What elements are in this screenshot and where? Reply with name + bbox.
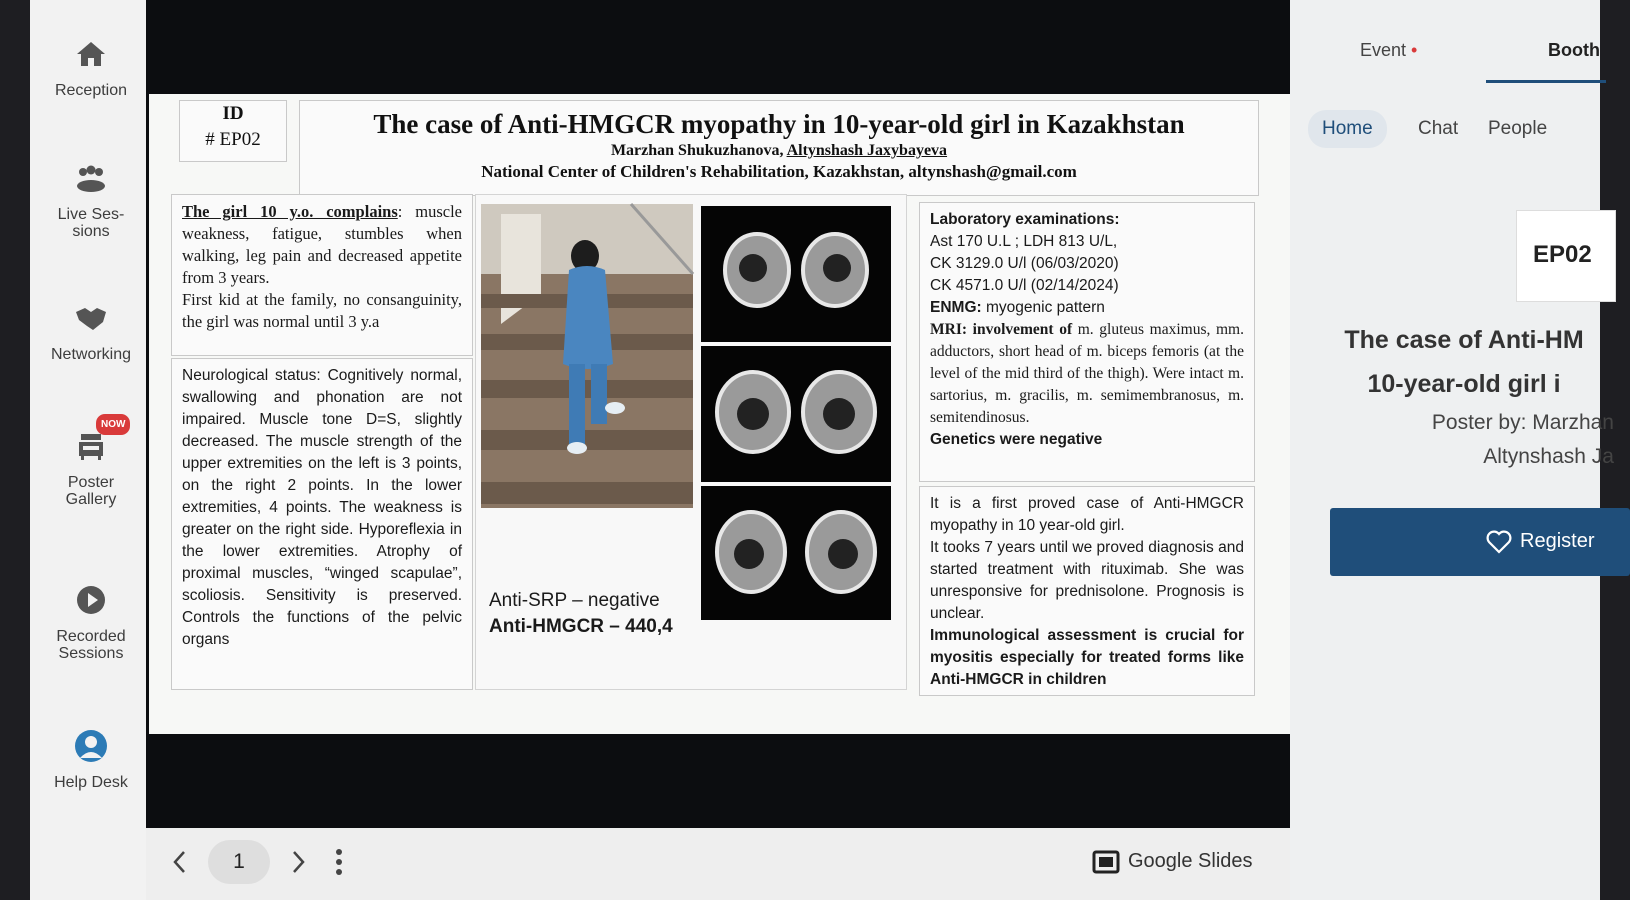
support-agent-icon <box>73 728 109 764</box>
page-number[interactable]: 1 <box>208 840 270 884</box>
nav-poster-gallery[interactable] <box>30 419 152 508</box>
poster-thumbnail[interactable] <box>1516 210 1616 302</box>
conclusion-key-message: Immunological assessment is crucial for myositis especially for treated forms like Anti-HMGCR in children <box>930 627 1244 688</box>
patient-photo <box>481 204 693 508</box>
poster-title-preview <box>1314 318 1614 406</box>
poster-affiliation: National Center of Children's Rehabilitation, Kazakhstan, altynshash@gmail.com <box>481 162 1077 181</box>
complaint-section <box>171 194 473 356</box>
tab-booth[interactable]: Booth <box>1548 40 1600 60</box>
slide-viewer <box>146 0 1290 900</box>
tab-event-label: Event <box>1360 40 1407 60</box>
nav-label: Reception <box>54 82 128 99</box>
left-nav <box>30 0 152 900</box>
tab-event[interactable] <box>1360 40 1417 61</box>
neurological-status-section <box>171 358 473 690</box>
poster-id-box <box>179 100 287 162</box>
anti-srp-result: Anti-SRP – negative <box>489 590 660 611</box>
handshake-icon <box>73 300 109 336</box>
conclusion-line: It tooks 7 years until we proved diagnosis and started treatment with rituximab. She was unresponsive for prednisolone. Prognosis is unclear. <box>930 539 1244 622</box>
nav-label: Poster Gallery <box>65 474 117 508</box>
live-dot: • <box>1406 40 1418 60</box>
slide-controls <box>146 828 1290 900</box>
active-tab-indicator <box>1486 80 1606 83</box>
next-slide-icon[interactable] <box>288 848 308 876</box>
conclusion-line: It is a first proved case of Anti-HMGCR myopathy in 10 year-old girl. <box>930 495 1244 534</box>
nav-networking[interactable] <box>30 300 152 363</box>
author-line: Poster by: Marzhan <box>1431 411 1614 434</box>
conclusion-section <box>919 486 1255 696</box>
now-badge: NOW <box>96 414 130 435</box>
poster-id-label: ID <box>222 103 244 124</box>
tab-people[interactable]: People <box>1488 118 1548 139</box>
complaint-lead: The girl 10 y.o. complains <box>182 202 398 221</box>
nav-live-sessions[interactable] <box>30 160 152 240</box>
play-icon <box>73 582 109 618</box>
live-sessions-icon <box>73 160 109 196</box>
previous-slide-icon[interactable] <box>170 848 190 876</box>
author-line: Altynshash Ja <box>1483 445 1614 468</box>
register-button[interactable] <box>1330 508 1630 576</box>
mri-line <box>930 319 1244 429</box>
poster-header <box>299 100 1259 196</box>
lab-line: Ast 170 U.L ; LDH 813 U/L, <box>930 233 1118 250</box>
mri-images <box>701 206 891 620</box>
author-2: Altynshash Jaxybayeva <box>786 142 948 159</box>
lab-line: CK 3129.0 U/l (06/03/2020) <box>930 255 1119 272</box>
home-icon <box>73 36 109 72</box>
heart-icon <box>1486 530 1512 554</box>
title-line: 10-year-old girl i <box>1367 370 1561 398</box>
nav-label: Live Ses- sions <box>57 206 125 240</box>
nav-reception[interactable] <box>30 36 152 99</box>
card-id: EP02 <box>1533 241 1592 268</box>
google-slides-icon <box>1092 848 1120 876</box>
right-panel <box>1290 0 1614 900</box>
complaint-text: : muscle weakness, fatigue, stumbles when walking, leg pain and decreased appetite from 3 years. <box>182 202 462 287</box>
family-history: First kid at the family, no consanguinity, the girl was normal until 3 y.a <box>182 290 462 331</box>
author-1: Marzhan Shukuzhanova, <box>610 142 787 159</box>
enmg-line <box>930 297 1244 319</box>
poster-authors-preview <box>1314 406 1614 474</box>
anti-hmgcr-result: Anti-HMGCR – 440,4 <box>489 616 673 637</box>
poster-title: The case of Anti-HMGCR myopathy in 10-year-old girl in Kazakhstan <box>373 109 1185 139</box>
nav-recorded-sessions[interactable] <box>30 582 152 662</box>
mri-value: m. gluteus maximus, mm. adductors, short head of m. biceps femoris (at the level of the mid third of the thigh). Were intact m. sartorius, m. gracilis, m. semimembranosus, m. semitendinosus. <box>930 321 1244 426</box>
nav-label: Recorded Sessions <box>56 628 126 662</box>
poster-slide <box>149 94 1294 734</box>
nav-label: Help Desk <box>54 774 128 791</box>
enmg-value: myogenic pattern <box>981 299 1105 316</box>
serology-results <box>489 588 673 640</box>
enmg-label: ENMG: <box>930 299 982 316</box>
laboratory-section <box>919 202 1255 482</box>
more-options-icon[interactable] <box>332 846 346 878</box>
nav-help-desk[interactable] <box>30 728 152 791</box>
poster-authors <box>300 142 1258 160</box>
tab-chat[interactable]: Chat <box>1418 118 1459 139</box>
title-line: The case of Anti-HM <box>1344 326 1584 354</box>
google-slides-link[interactable]: Google Slides <box>1128 850 1253 872</box>
lab-heading: Laboratory examinations: <box>930 211 1120 228</box>
poster-id-value: # EP02 <box>205 129 261 150</box>
lab-line: CK 4571.0 U/l (02/14/2024) <box>930 277 1119 294</box>
mri-label: MRI: involvement of <box>930 321 1073 338</box>
neuro-text: Neurological status: Cognitively normal, swallowing and phonation are not impaired. Muscle tone D=S, slightly decreased. The muscle strength of the upper extremities on the left is 3 points, on the right 2 points. In the lower extremities, 4 points. The weakness is greater on the right side. Hyporeflexia in the lower extremities. Atrophy of proximal muscles, “winged scapulae”, scoliosis. Sensitivity is preserved. Controls the functions of the pelvic organs <box>182 367 462 648</box>
genetics-line: Genetics were negative <box>930 431 1103 448</box>
tab-home[interactable]: Home <box>1308 110 1387 148</box>
nav-label: Networking <box>50 346 132 363</box>
register-label: Register <box>1520 530 1595 552</box>
